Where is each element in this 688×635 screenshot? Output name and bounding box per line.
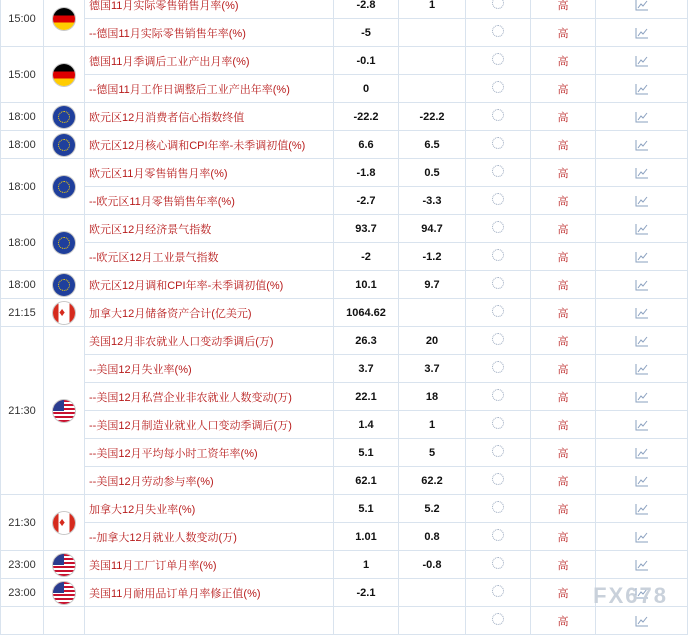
event-name[interactable]: 美国12月非农就业人口变动季调后(万) bbox=[85, 327, 334, 355]
time-cell: 15:00 bbox=[1, 0, 44, 47]
us-flag-icon bbox=[53, 400, 75, 422]
forecast-value: -0.8 bbox=[399, 551, 466, 579]
us-flag-icon bbox=[53, 554, 75, 576]
previous-value: -2.7 bbox=[334, 187, 399, 215]
table-row bbox=[1, 19, 688, 47]
event-name[interactable]: --美国12月劳动参与率(%) bbox=[85, 467, 334, 495]
flag-cell bbox=[44, 131, 85, 159]
importance-label: 高 bbox=[531, 75, 596, 103]
actual-loading-cell bbox=[466, 299, 531, 327]
forecast-value: 0.5 bbox=[399, 159, 466, 187]
forecast-value: -3.3 bbox=[399, 187, 466, 215]
loading-icon bbox=[492, 109, 504, 121]
loading-icon bbox=[492, 165, 504, 177]
loading-icon bbox=[492, 445, 504, 457]
actual-loading-cell bbox=[466, 607, 531, 635]
chart-cell[interactable] bbox=[596, 467, 688, 495]
loading-icon bbox=[492, 473, 504, 485]
event-name[interactable]: --美国12月失业率(%) bbox=[85, 355, 334, 383]
chart-cell[interactable] bbox=[596, 103, 688, 131]
flag-cell bbox=[44, 215, 85, 271]
importance-label: 高 bbox=[531, 103, 596, 131]
loading-icon bbox=[492, 333, 504, 345]
previous-value: -1.8 bbox=[334, 159, 399, 187]
loading-icon bbox=[492, 193, 504, 205]
flag-cell bbox=[44, 159, 85, 215]
importance-label: 高 bbox=[531, 271, 596, 299]
actual-loading-cell bbox=[466, 75, 531, 103]
actual-loading-cell bbox=[466, 243, 531, 271]
chart-cell[interactable] bbox=[596, 271, 688, 299]
importance-label: 高 bbox=[531, 19, 596, 47]
importance-label: 高 bbox=[531, 579, 596, 607]
importance-label: 高 bbox=[531, 131, 596, 159]
chart-icon[interactable] bbox=[635, 475, 649, 487]
previous-value: 1.01 bbox=[334, 523, 399, 551]
forecast-value bbox=[399, 607, 466, 635]
table-row bbox=[1, 467, 688, 495]
chart-icon[interactable] bbox=[635, 615, 649, 627]
forecast-value bbox=[399, 579, 466, 607]
importance-label: 高 bbox=[531, 439, 596, 467]
event-name[interactable] bbox=[85, 607, 334, 635]
event-name[interactable]: --德国11月工作日调整后工业产出年率(%) bbox=[85, 75, 334, 103]
us-flag-icon bbox=[53, 582, 75, 604]
time-cell: 23:00 bbox=[1, 551, 44, 579]
loading-icon bbox=[492, 137, 504, 149]
chart-cell[interactable] bbox=[596, 159, 688, 187]
chart-icon[interactable] bbox=[635, 55, 649, 67]
previous-value: -0.1 bbox=[334, 47, 399, 75]
table-row bbox=[1, 47, 688, 75]
previous-value: -2.1 bbox=[334, 579, 399, 607]
event-name[interactable]: 加拿大12月失业率(%) bbox=[85, 495, 334, 523]
forecast-value: 20 bbox=[399, 327, 466, 355]
actual-loading-cell bbox=[466, 579, 531, 607]
loading-icon bbox=[492, 417, 504, 429]
table-row bbox=[1, 271, 688, 299]
eu-flag-icon bbox=[53, 232, 75, 254]
chart-icon[interactable] bbox=[635, 447, 649, 459]
loading-icon bbox=[492, 305, 504, 317]
ca-flag-icon bbox=[53, 512, 75, 534]
chart-cell[interactable] bbox=[596, 243, 688, 271]
forecast-value: 18 bbox=[399, 383, 466, 411]
table-row bbox=[1, 607, 688, 635]
table-row bbox=[1, 243, 688, 271]
chart-cell[interactable] bbox=[596, 47, 688, 75]
chart-cell[interactable] bbox=[596, 383, 688, 411]
actual-loading-cell bbox=[466, 159, 531, 187]
event-name[interactable]: 德国11月季调后工业产出月率(%) bbox=[85, 47, 334, 75]
event-name[interactable]: 欧元区12月消费者信心指数终值 bbox=[85, 103, 334, 131]
time-cell: 15:00 bbox=[1, 47, 44, 103]
chart-icon[interactable] bbox=[635, 363, 649, 375]
loading-icon bbox=[492, 585, 504, 597]
previous-value: 3.7 bbox=[334, 355, 399, 383]
flag-cell bbox=[44, 607, 85, 635]
time-cell bbox=[1, 607, 44, 635]
loading-icon bbox=[492, 613, 504, 625]
forecast-value: 62.2 bbox=[399, 467, 466, 495]
importance-label: 高 bbox=[531, 159, 596, 187]
chart-icon[interactable] bbox=[635, 391, 649, 403]
actual-loading-cell bbox=[466, 187, 531, 215]
chart-cell[interactable] bbox=[596, 131, 688, 159]
importance-label: 高 bbox=[531, 355, 596, 383]
chart-cell[interactable] bbox=[596, 0, 688, 19]
chart-icon[interactable] bbox=[635, 223, 649, 235]
flag-cell bbox=[44, 495, 85, 551]
chart-cell[interactable] bbox=[596, 523, 688, 551]
chart-cell[interactable] bbox=[596, 299, 688, 327]
table-row bbox=[1, 75, 688, 103]
event-name[interactable]: 德国11月实际零售销售月率(%) bbox=[85, 0, 334, 19]
flag-cell bbox=[44, 0, 85, 47]
flag-cell bbox=[44, 327, 85, 495]
chart-icon[interactable] bbox=[635, 279, 649, 291]
eu-flag-icon bbox=[53, 274, 75, 296]
actual-loading-cell bbox=[466, 523, 531, 551]
importance-label: 高 bbox=[531, 467, 596, 495]
loading-icon bbox=[492, 361, 504, 373]
chart-icon[interactable] bbox=[635, 0, 649, 11]
table-row bbox=[1, 215, 688, 243]
importance-label: 高 bbox=[531, 215, 596, 243]
chart-cell[interactable] bbox=[596, 411, 688, 439]
time-cell: 21:30 bbox=[1, 327, 44, 495]
time-cell: 18:00 bbox=[1, 131, 44, 159]
forecast-value: -22.2 bbox=[399, 103, 466, 131]
loading-icon bbox=[492, 501, 504, 513]
actual-loading-cell bbox=[466, 551, 531, 579]
event-name[interactable]: 美国11月工厂订单月率(%) bbox=[85, 551, 334, 579]
forecast-value: 5.2 bbox=[399, 495, 466, 523]
eu-flag-icon bbox=[53, 176, 75, 198]
table-row bbox=[1, 355, 688, 383]
flag-cell bbox=[44, 271, 85, 299]
forecast-value bbox=[399, 299, 466, 327]
loading-icon bbox=[492, 529, 504, 541]
table-row bbox=[1, 0, 688, 19]
de-flag-icon bbox=[53, 64, 75, 86]
previous-value: 62.1 bbox=[334, 467, 399, 495]
actual-loading-cell bbox=[466, 215, 531, 243]
forecast-value: -1.2 bbox=[399, 243, 466, 271]
table-row bbox=[1, 103, 688, 131]
table-row bbox=[1, 187, 688, 215]
chart-cell[interactable] bbox=[596, 75, 688, 103]
forecast-value bbox=[399, 75, 466, 103]
flag-cell bbox=[44, 579, 85, 607]
chart-cell[interactable] bbox=[596, 439, 688, 467]
event-name[interactable]: --美国12月制造业就业人口变动季调后(万) bbox=[85, 411, 334, 439]
event-name[interactable]: --加拿大12月就业人数变动(万) bbox=[85, 523, 334, 551]
importance-label: 高 bbox=[531, 327, 596, 355]
previous-value: 0 bbox=[334, 75, 399, 103]
chart-icon[interactable] bbox=[635, 251, 649, 263]
event-name[interactable]: --德国11月实际零售销售年率(%) bbox=[85, 19, 334, 47]
time-cell: 18:00 bbox=[1, 103, 44, 131]
flag-cell bbox=[44, 551, 85, 579]
flag-cell bbox=[44, 103, 85, 131]
chart-icon[interactable] bbox=[635, 531, 649, 543]
event-name[interactable]: 欧元区12月调和CPI年率-未季调初值(%) bbox=[85, 271, 334, 299]
chart-icon[interactable] bbox=[635, 83, 649, 95]
actual-loading-cell bbox=[466, 19, 531, 47]
event-name[interactable]: 欧元区11月零售销售月率(%) bbox=[85, 159, 334, 187]
loading-icon bbox=[492, 389, 504, 401]
previous-value bbox=[334, 607, 399, 635]
previous-value: 22.1 bbox=[334, 383, 399, 411]
event-name[interactable]: --美国12月私营企业非农就业人数变动(万) bbox=[85, 383, 334, 411]
importance-label: 高 bbox=[531, 495, 596, 523]
forecast-value: 1 bbox=[399, 411, 466, 439]
loading-icon bbox=[492, 249, 504, 261]
table-row bbox=[1, 551, 688, 579]
actual-loading-cell bbox=[466, 103, 531, 131]
time-cell: 23:00 bbox=[1, 579, 44, 607]
time-cell: 18:00 bbox=[1, 215, 44, 271]
actual-loading-cell bbox=[466, 467, 531, 495]
chart-icon[interactable] bbox=[635, 503, 649, 515]
chart-icon[interactable] bbox=[635, 167, 649, 179]
actual-loading-cell bbox=[466, 495, 531, 523]
flag-cell bbox=[44, 47, 85, 103]
forecast-value: 1 bbox=[399, 0, 466, 19]
flag-cell bbox=[44, 299, 85, 327]
eu-flag-icon bbox=[53, 134, 75, 156]
loading-icon bbox=[492, 221, 504, 233]
actual-loading-cell bbox=[466, 355, 531, 383]
loading-icon bbox=[492, 277, 504, 289]
chart-cell[interactable] bbox=[596, 607, 688, 635]
actual-loading-cell bbox=[466, 439, 531, 467]
forecast-value: 5 bbox=[399, 439, 466, 467]
previous-value: 26.3 bbox=[334, 327, 399, 355]
actual-loading-cell bbox=[466, 327, 531, 355]
loading-icon bbox=[492, 25, 504, 37]
importance-label: 高 bbox=[531, 551, 596, 579]
importance-label: 高 bbox=[531, 47, 596, 75]
event-name[interactable]: --美国12月平均每小时工资年率(%) bbox=[85, 439, 334, 467]
event-name[interactable]: 加拿大12月储备资产合计(亿美元) bbox=[85, 299, 334, 327]
ca-flag-icon bbox=[53, 302, 75, 324]
previous-value: -2.8 bbox=[334, 0, 399, 19]
chart-cell[interactable] bbox=[596, 495, 688, 523]
loading-icon bbox=[492, 53, 504, 65]
importance-label: 高 bbox=[531, 607, 596, 635]
loading-icon bbox=[492, 0, 504, 9]
chart-icon[interactable] bbox=[635, 195, 649, 207]
previous-value: -22.2 bbox=[334, 103, 399, 131]
de-flag-icon bbox=[53, 8, 75, 30]
event-name[interactable]: 美国11月耐用品订单月率修正值(%) bbox=[85, 579, 334, 607]
previous-value: -5 bbox=[334, 19, 399, 47]
previous-value: 1.4 bbox=[334, 411, 399, 439]
importance-label: 高 bbox=[531, 0, 596, 19]
time-cell: 18:00 bbox=[1, 271, 44, 299]
time-cell: 21:15 bbox=[1, 299, 44, 327]
fx678-watermark: FX678 bbox=[593, 583, 668, 608]
previous-value: 1064.62 bbox=[334, 299, 399, 327]
event-name[interactable]: --欧元区11月零售销售年率(%) bbox=[85, 187, 334, 215]
importance-label: 高 bbox=[531, 187, 596, 215]
event-name[interactable]: 欧元区12月核心调和CPI年率-未季调初值(%) bbox=[85, 131, 334, 159]
actual-loading-cell bbox=[466, 0, 531, 19]
event-name[interactable]: --欧元区12月工业景气指数 bbox=[85, 243, 334, 271]
importance-label: 高 bbox=[531, 383, 596, 411]
table-row bbox=[1, 523, 688, 551]
forecast-value: 94.7 bbox=[399, 215, 466, 243]
previous-value: 5.1 bbox=[334, 439, 399, 467]
chart-cell[interactable] bbox=[596, 215, 688, 243]
table-row bbox=[1, 383, 688, 411]
table-row bbox=[1, 299, 688, 327]
forecast-value: 3.7 bbox=[399, 355, 466, 383]
chart-icon[interactable] bbox=[635, 111, 649, 123]
chart-cell[interactable] bbox=[596, 327, 688, 355]
previous-value: 5.1 bbox=[334, 495, 399, 523]
table-row bbox=[1, 327, 688, 355]
chart-icon[interactable] bbox=[635, 307, 649, 319]
eu-flag-icon bbox=[53, 106, 75, 128]
importance-label: 高 bbox=[531, 523, 596, 551]
actual-loading-cell bbox=[466, 47, 531, 75]
chart-cell[interactable] bbox=[596, 551, 688, 579]
event-name[interactable]: 欧元区12月经济景气指数 bbox=[85, 215, 334, 243]
forecast-value: 6.5 bbox=[399, 131, 466, 159]
chart-icon[interactable] bbox=[635, 335, 649, 347]
chart-icon[interactable] bbox=[635, 419, 649, 431]
table-row bbox=[1, 159, 688, 187]
forecast-value: 0.8 bbox=[399, 523, 466, 551]
previous-value: 93.7 bbox=[334, 215, 399, 243]
forecast-value: 9.7 bbox=[399, 271, 466, 299]
previous-value: 6.6 bbox=[334, 131, 399, 159]
chart-cell[interactable] bbox=[596, 187, 688, 215]
actual-loading-cell bbox=[466, 383, 531, 411]
chart-cell[interactable] bbox=[596, 19, 688, 47]
previous-value: 1 bbox=[334, 551, 399, 579]
forecast-value bbox=[399, 47, 466, 75]
loading-icon bbox=[492, 557, 504, 569]
importance-label: 高 bbox=[531, 299, 596, 327]
actual-loading-cell bbox=[466, 271, 531, 299]
loading-icon bbox=[492, 81, 504, 93]
table-row bbox=[1, 439, 688, 467]
forecast-value bbox=[399, 19, 466, 47]
previous-value: -2 bbox=[334, 243, 399, 271]
actual-loading-cell bbox=[466, 131, 531, 159]
table-row bbox=[1, 131, 688, 159]
chart-icon[interactable] bbox=[635, 139, 649, 151]
actual-loading-cell bbox=[466, 411, 531, 439]
table-row bbox=[1, 411, 688, 439]
previous-value: 10.1 bbox=[334, 271, 399, 299]
table-row bbox=[1, 495, 688, 523]
time-cell: 21:30 bbox=[1, 495, 44, 551]
importance-label: 高 bbox=[531, 243, 596, 271]
time-cell: 18:00 bbox=[1, 159, 44, 215]
chart-icon[interactable] bbox=[635, 27, 649, 39]
importance-label: 高 bbox=[531, 411, 596, 439]
chart-cell[interactable] bbox=[596, 355, 688, 383]
chart-icon[interactable] bbox=[635, 559, 649, 571]
table-row bbox=[1, 579, 688, 607]
